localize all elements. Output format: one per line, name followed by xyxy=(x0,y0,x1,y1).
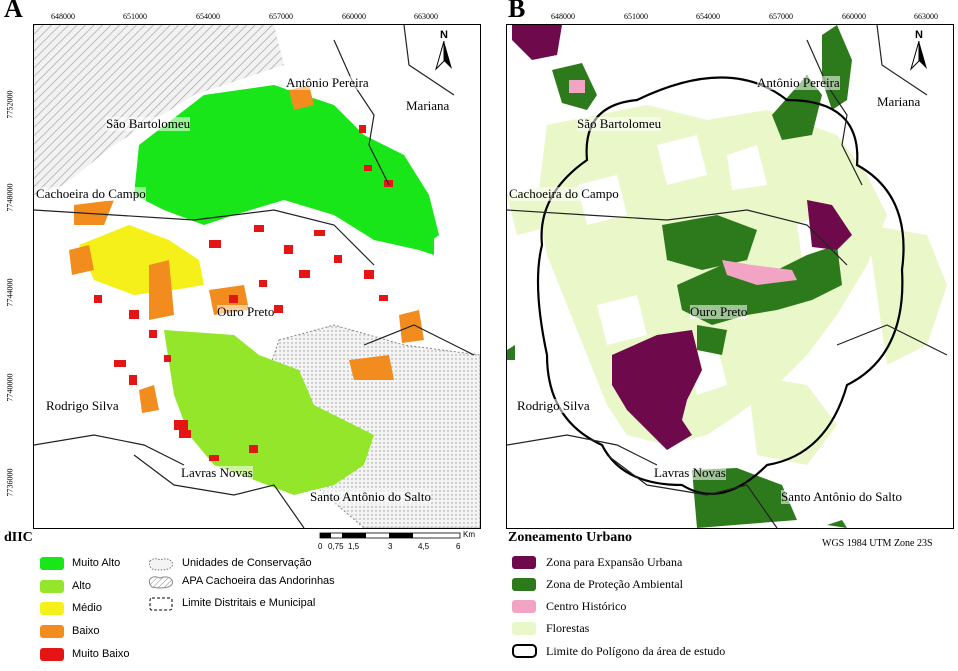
place-b-rodrigo-silva: Rodrigo Silva xyxy=(517,398,590,413)
map-b[interactable] xyxy=(506,24,954,529)
scale-label-2: 1,5 xyxy=(348,542,360,551)
dotted-polygon-icon xyxy=(148,557,174,571)
crs-label: WGS 1984 UTM Zone 23S xyxy=(822,538,933,549)
legend-muito-alto: Muito Alto xyxy=(72,557,121,569)
scale-label-4: 4,5 xyxy=(418,542,430,551)
y-tick-a-3: 7744000 xyxy=(5,278,15,307)
x-tick-b-2: 651000 xyxy=(624,12,648,21)
place-b-lavras-novas: Lavras Novas xyxy=(654,465,726,480)
x-tick-b-6: 663000 xyxy=(914,12,938,21)
x-tick-a-1: 648000 xyxy=(51,12,75,21)
legend-unidades-conservacao: Unidades de Conservação xyxy=(182,557,312,569)
class-medio xyxy=(79,225,204,295)
legend-centro-historico: Centro Histórico xyxy=(546,599,627,613)
panel-a-label: A xyxy=(4,0,23,23)
legend-baixo: Baixo xyxy=(72,625,100,637)
place-b-santo-antonio-do-salto: Santo Antônio do Salto xyxy=(781,489,902,504)
swatch-muito-alto xyxy=(40,557,64,570)
x-tick-a-2: 651000 xyxy=(123,12,147,21)
north-arrow-icon xyxy=(907,29,931,73)
place-cachoeira-do-campo: Cachoeira do Campo xyxy=(36,186,146,201)
map-a[interactable] xyxy=(33,24,481,529)
legend-florestas: Florestas xyxy=(546,621,590,635)
swatch-centro-historico xyxy=(512,600,536,613)
place-b-mariana: Mariana xyxy=(877,94,921,109)
place-b-ouro-preto: Ouro Preto xyxy=(690,304,748,319)
legend-expansao-urbana: Zona para Expansão Urbana xyxy=(546,555,683,569)
scale-label-0: 0 xyxy=(318,542,323,551)
place-ouro-preto: Ouro Preto xyxy=(217,304,275,319)
x-tick-a-5: 660000 xyxy=(342,12,366,21)
class-muito-alto xyxy=(134,85,439,250)
scale-label-1: 0,75 xyxy=(328,542,344,551)
dashed-boundary-icon xyxy=(148,596,174,612)
place-b-sao-bartolomeu: São Bartolomeu xyxy=(577,116,662,131)
north-arrow-icon xyxy=(432,29,456,73)
swatch-muito-baixo xyxy=(40,648,64,661)
panel-b-label: B xyxy=(508,0,526,23)
legend-alto: Alto xyxy=(72,580,91,592)
x-tick-a-6: 663000 xyxy=(414,12,438,21)
place-antonio-pereira: Antônio Pereira xyxy=(286,75,369,90)
x-tick-b-5: 660000 xyxy=(842,12,866,21)
x-tick-a-3: 654000 xyxy=(196,12,220,21)
x-tick-a-4: 657000 xyxy=(269,12,293,21)
north-label-b: N xyxy=(915,29,923,41)
north-label: N xyxy=(440,29,448,41)
y-tick-a-4: 7740000 xyxy=(5,373,15,402)
x-tick-b-3: 654000 xyxy=(696,12,720,21)
legend-apa: APA Cachoeira das Andorinhas xyxy=(182,575,335,587)
y-tick-a-1: 7752000 xyxy=(5,90,15,119)
y-tick-a-2: 7748000 xyxy=(5,183,15,212)
place-b-cachoeira-do-campo: Cachoeira do Campo xyxy=(509,186,619,201)
legend-medio: Médio xyxy=(72,602,102,614)
place-mariana: Mariana xyxy=(406,98,450,113)
hatched-polygon-icon xyxy=(148,575,174,589)
place-sao-bartolomeu: São Bartolomeu xyxy=(106,116,191,131)
legend-limite: Limite Distritais e Municipal xyxy=(182,597,316,609)
swatch-protecao-ambiental xyxy=(512,578,536,591)
scale-label-3: 3 xyxy=(388,542,393,551)
swatch-expansao-urbana xyxy=(512,556,536,569)
scale-label-5: 6 xyxy=(456,542,461,551)
legend-protecao-ambiental: Zona de Proteção Ambiental xyxy=(546,577,683,591)
legend-muito-baixo: Muito Baixo xyxy=(72,648,130,660)
legend-a-title: dIIC xyxy=(4,530,33,545)
swatch-medio xyxy=(40,602,64,615)
legend-study-area: Limite do Polígono da área de estudo xyxy=(546,644,726,658)
place-rodrigo-silva: Rodrigo Silva xyxy=(46,398,119,413)
swatch-florestas xyxy=(512,622,536,635)
legend-b-title: Zoneamento Urbano xyxy=(508,530,633,545)
swatch-baixo xyxy=(40,625,64,638)
place-lavras-novas: Lavras Novas xyxy=(181,465,253,480)
swatch-study-area xyxy=(512,644,537,658)
swatch-alto xyxy=(40,580,64,593)
place-santo-antonio-do-salto: Santo Antônio do Salto xyxy=(310,489,431,504)
x-tick-b-4: 657000 xyxy=(769,12,793,21)
place-b-antonio-pereira: Antônio Pereira xyxy=(757,75,840,90)
y-tick-a-5: 7736000 xyxy=(5,468,15,497)
scale-unit: Km xyxy=(463,530,475,539)
x-tick-b-1: 648000 xyxy=(551,12,575,21)
